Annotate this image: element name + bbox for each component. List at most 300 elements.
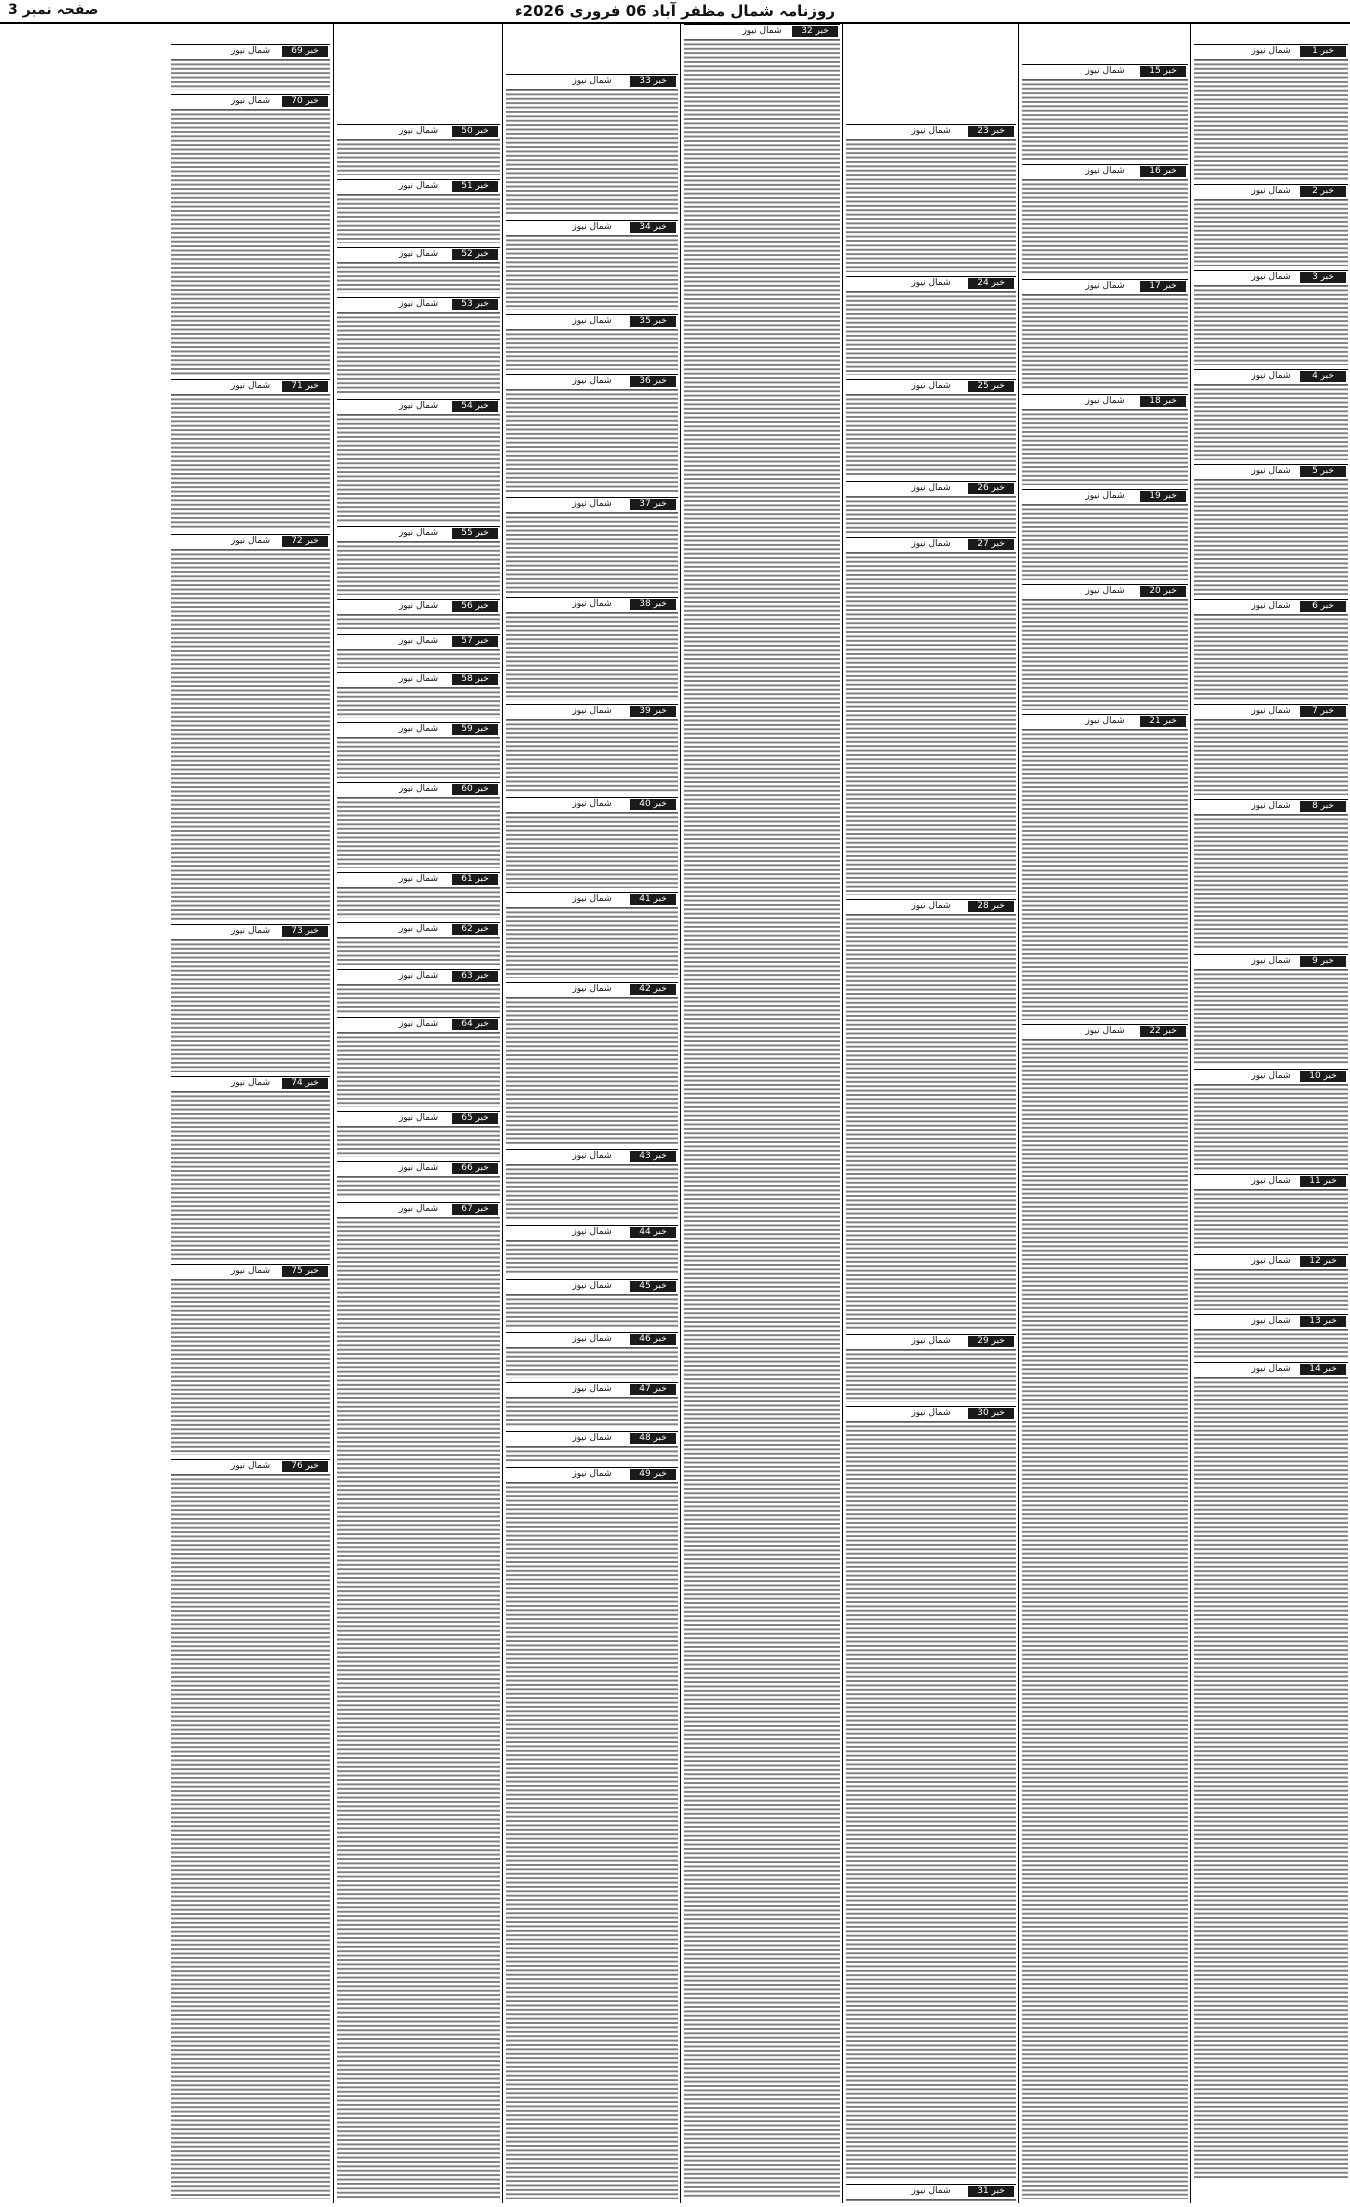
news-item [1194,44,1348,182]
news-item-header [171,924,330,940]
page-number: صفحہ نمبر 3 [8,2,99,18]
section-label: شمال نیوز [911,901,951,911]
news-item [171,1076,330,1262]
news-item [506,1467,678,2201]
news-item [846,124,1016,274]
news-item-body-text [337,887,500,918]
news-item [1194,184,1348,268]
news-item-body-text [171,1279,330,1455]
news-item-body-text [1194,1377,1348,2180]
news-item-number: خبر 39 [630,706,676,717]
section-label: شمال نیوز [1251,601,1291,611]
news-item [506,597,678,702]
news-item-header [1194,464,1348,480]
news-item-body-text [846,552,1016,895]
news-item-body-text [506,997,678,1145]
news-item-number: خبر 4 [1300,371,1346,382]
news-item-number: خبر 44 [630,1227,676,1238]
news-item-body-text [337,1032,500,1107]
news-item-header [1194,369,1348,385]
news-item-header [337,969,500,985]
section-label: شمال نیوز [1085,491,1125,501]
news-item-number: خبر 38 [630,599,676,610]
news-item-number: خبر 45 [630,1281,676,1292]
news-item [337,722,500,780]
news-column [1018,24,1191,2203]
news-item [506,74,678,218]
news-item-header [506,1431,678,1447]
news-item [846,379,1016,479]
section-label: شمال نیوز [398,924,439,934]
news-item [506,1382,678,1429]
news-item-number: خبر 60 [452,784,498,795]
news-item-number: خبر 5 [1300,466,1346,477]
news-item-body-text [337,737,500,778]
news-item-number: خبر 63 [452,971,498,982]
news-item-number: خبر 74 [282,1078,328,1089]
news-item [337,922,500,967]
news-item [1022,1024,1188,2201]
section-label: شمال نیوز [911,278,951,288]
news-item-header [337,1111,500,1127]
news-item-body-text [1194,719,1348,795]
news-item [1194,1254,1348,1312]
news-item [506,797,678,890]
news-item-number: خبر 31 [968,2186,1014,2197]
news-item [171,94,330,377]
section-label: شمال نیوز [1085,66,1125,76]
news-item-header [171,94,330,110]
section-label: شمال نیوز [230,926,271,936]
news-item-body-text [337,262,500,293]
news-item-number: خبر 13 [1300,1316,1346,1327]
news-item-number: خبر 15 [1140,66,1186,77]
news-item-number: خبر 59 [452,724,498,735]
news-item-body-text [1194,1269,1348,1310]
news-item-header [337,782,500,798]
news-item [1194,1314,1348,1360]
news-item [337,1161,500,1200]
news-item-number: خبر 26 [968,483,1014,494]
news-item [506,497,678,595]
news-column [1190,24,1350,2203]
section-label: شمال نیوز [398,784,439,794]
news-item-number: خبر 11 [1300,1176,1346,1187]
section-label: شمال نیوز [1251,1316,1291,1326]
news-item-number: خبر 49 [630,1469,676,1480]
news-item-header [1022,164,1188,180]
news-item-body-text [1194,1189,1348,1250]
news-item-body-text [506,812,678,888]
news-item-body-text [846,1421,1016,2180]
news-item-header [846,1406,1016,1422]
news-item [506,1332,678,1380]
news-item-header [1194,704,1348,720]
news-item-number: خبر 18 [1140,396,1186,407]
news-item-number: خبر 34 [630,222,676,233]
news-item [1022,489,1188,582]
news-item-body-text [1022,294,1188,390]
news-item-header [171,1459,330,1475]
newspaper-title: روزنامہ شمال مظفر آباد 06 فروری 2026ء [514,2,836,20]
news-item-body-text [846,291,1016,375]
section-label: شمال نیوز [230,1078,271,1088]
news-item-number: خبر 43 [630,1151,676,1162]
news-item [684,24,840,2201]
news-item-number: خبر 76 [282,1461,328,1472]
news-item-header [337,634,500,650]
news-item [1022,584,1188,712]
section-label: شمال نیوز [1251,371,1291,381]
section-label: شمال نیوز [1085,716,1125,726]
news-item [171,924,330,1074]
news-item-number: خبر 42 [630,984,676,995]
news-item-header [337,1202,500,1218]
news-item-header [846,124,1016,140]
news-item-body-text [846,139,1016,272]
news-item-number: خبر 20 [1140,586,1186,597]
news-item-body-text [1022,79,1188,160]
news-item-body-text [506,1397,678,1427]
news-item-header [337,672,500,688]
section-label: شمال نیوز [398,181,439,191]
news-item-header [1022,279,1188,295]
news-item [506,374,678,495]
news-item-body-text [337,797,500,868]
news-item-body-text [1022,729,1188,1020]
news-item-header [171,379,330,395]
news-item-header [846,379,1016,395]
news-item [1022,279,1188,392]
news-item [506,982,678,1147]
section-label: شمال نیوز [398,674,439,684]
news-item-body-text [506,235,678,310]
news-item-body-text [337,541,500,595]
news-item-number: خبر 12 [1300,1256,1346,1267]
news-item-body-text [171,394,330,530]
section-label: شمال نیوز [911,2186,951,2196]
news-item-header [506,597,678,613]
news-item-header [684,24,840,40]
news-item-header [506,797,678,813]
news-item-number: خبر 22 [1140,1026,1186,1037]
news-item-header [171,1264,330,1280]
section-label: شمال نیوز [398,874,439,884]
section-label: شمال نیوز [230,536,271,546]
section-label: شمال نیوز [1251,186,1291,196]
news-item-number: خبر 64 [452,1019,498,1030]
news-item-header [1022,1024,1188,1040]
section-label: شمال نیوز [1085,1026,1125,1036]
section-label: شمال نیوز [572,984,612,994]
section-label: شمال نیوز [1251,466,1291,476]
news-item [171,1264,330,1457]
news-item-body-text [1022,599,1188,710]
news-item-number: خبر 51 [452,181,498,192]
news-item-body-text [337,194,500,243]
news-item [337,399,500,524]
news-item-number: خبر 35 [630,316,676,327]
news-item-header [506,74,678,90]
news-item-body-text [1022,179,1188,275]
news-item-header [1194,1174,1348,1190]
news-item-body-text [846,914,1016,1330]
news-item-number: خبر 54 [452,401,498,412]
news-item-header [846,2184,1016,2200]
news-item-number: خبر 65 [452,1113,498,1124]
news-item-body-text [337,1217,500,2199]
section-label: شمال نیوز [572,1281,612,1291]
news-item-number: خبر 21 [1140,716,1186,727]
section-label: شمال نیوز [398,1019,439,1029]
section-label: شمال نیوز [1251,272,1291,282]
news-item-number: خبر 25 [968,381,1014,392]
news-item-number: خبر 57 [452,636,498,647]
news-item-header [1194,1069,1348,1085]
news-item-header [506,704,678,720]
news-item-number: خبر 40 [630,799,676,810]
news-item [337,247,500,295]
news-item-body-text [1194,59,1348,180]
section-label: شمال نیوز [398,1204,439,1214]
news-item-body-text [846,2199,1016,2202]
news-item-body-text [1194,614,1348,700]
news-item-number: خبر 36 [630,376,676,387]
news-item [846,1334,1016,1404]
news-item [846,2184,1016,2203]
section-label: شمال نیوز [572,706,612,716]
news-item-body-text [171,1091,330,1260]
news-item-body-text [171,59,330,90]
news-item-header [506,497,678,513]
news-item-header [506,1149,678,1165]
news-item [337,124,500,177]
news-item-number: خبر 16 [1140,166,1186,177]
news-item-body-text [506,1347,678,1378]
news-item [506,314,678,372]
news-item-body-text [506,612,678,700]
news-item-number: خبر 10 [1300,1071,1346,1082]
news-item-number: خبر 33 [630,76,676,87]
news-item-header [846,1334,1016,1350]
news-item-number: خبر 7 [1300,706,1346,717]
section-label: شمال نیوز [398,126,439,136]
section-label: شمال نیوز [230,381,271,391]
news-item-number: خبر 32 [792,26,838,37]
news-item-number: خبر 37 [630,499,676,510]
news-item-header [506,982,678,998]
news-item-header [1194,1254,1348,1270]
section-label: شمال نیوز [398,249,439,259]
news-item-body-text [1194,814,1348,950]
news-item [506,1149,678,1223]
news-item-header [846,481,1016,497]
news-column [333,24,503,2203]
news-item [1022,64,1188,162]
section-label: شمال نیوز [1251,46,1291,56]
news-item-body-text [506,329,678,370]
news-column [842,24,1019,2203]
news-item [337,672,500,720]
news-item [1194,1174,1348,1252]
section-label: شمال نیوز [1251,706,1291,716]
news-item-body-text [171,939,330,1072]
section-label: شمال نیوز [572,1433,612,1443]
news-item-body-text [337,414,500,522]
news-item [506,1431,678,1465]
news-item-header [846,276,1016,292]
section-label: شمال نیوز [911,126,951,136]
news-item-number: خبر 2 [1300,186,1346,197]
news-item [337,969,500,1015]
news-item-body-text [846,1349,1016,1402]
section-label: شمال نیوز [572,1334,612,1344]
news-item-body-text [506,907,678,978]
news-item-header [506,1467,678,1483]
news-item-header [1194,44,1348,60]
section-label: شمال نیوز [911,1336,951,1346]
section-label: شمال نیوز [572,1384,612,1394]
news-item-body-text [337,139,500,175]
news-item [337,179,500,245]
news-item-header [846,537,1016,553]
news-item-body-text [337,984,500,1013]
section-label: شمال نیوز [572,499,612,509]
section-label: شمال نیوز [230,96,271,106]
news-item [171,534,330,922]
news-item [337,599,500,632]
news-column [168,24,333,2203]
section-label: شمال نیوز [1085,281,1125,291]
news-item [1194,1069,1348,1172]
news-item [171,44,330,92]
news-item-number: خبر 58 [452,674,498,685]
news-item-body-text [506,389,678,493]
news-item-header [337,1161,500,1177]
news-item-number: خبر 46 [630,1334,676,1345]
news-item-header [506,220,678,236]
section-label: شمال نیوز [911,539,951,549]
news-item-number: خبر 29 [968,1336,1014,1347]
news-item-number: خبر 53 [452,299,498,310]
section-label: شمال نیوز [1085,166,1125,176]
news-item-body-text [506,1482,678,2199]
news-item-body-text [1194,285,1348,365]
news-item-header [337,526,500,542]
news-item-header [337,872,500,888]
news-item-header [1194,1314,1348,1330]
section-label: شمال نیوز [398,1163,439,1173]
news-item [337,1017,500,1109]
news-item-header [1194,270,1348,286]
news-item-number: خبر 72 [282,536,328,547]
news-item-header [1194,799,1348,815]
section-label: شمال نیوز [911,1408,951,1418]
section-label: شمال نیوز [572,599,612,609]
news-item-body-text [1022,1039,1188,2199]
news-item [506,1279,678,1330]
news-item-number: خبر 47 [630,1384,676,1395]
section-label: شمال نیوز [572,1469,612,1479]
news-item-header [1194,184,1348,200]
news-item-number: خبر 30 [968,1408,1014,1419]
news-item-body-text [506,512,678,593]
news-item-body-text [337,614,500,630]
news-item-body-text [506,1446,678,1463]
section-label: شمال نیوز [1251,1364,1291,1374]
news-item [846,481,1016,535]
news-item-header [1022,714,1188,730]
section-label: شمال نیوز [398,401,439,411]
news-item [337,1111,500,1159]
news-item-header [506,314,678,330]
section-label: شمال نیوز [398,1113,439,1123]
news-item-number: خبر 70 [282,96,328,107]
news-column [502,24,681,2203]
news-item-number: خبر 71 [282,381,328,392]
news-item-header [1022,394,1188,410]
section-label: شمال نیوز [398,724,439,734]
news-item-header [171,534,330,550]
news-item-body-text [1194,1329,1348,1358]
news-item-number: خبر 50 [452,126,498,137]
news-column [680,24,843,2203]
section-label: شمال نیوز [572,799,612,809]
news-item-number: خبر 48 [630,1433,676,1444]
news-item [846,276,1016,377]
news-item [1194,799,1348,952]
news-item [1194,464,1348,597]
news-item-header [337,399,500,415]
section-label: شمال نیوز [572,376,612,386]
news-item-body-text [1194,384,1348,460]
news-item [846,899,1016,1332]
news-item-body-text [684,39,840,2199]
news-item-body-text [171,549,330,920]
news-item [337,872,500,920]
masthead [0,0,1350,24]
section-label: شمال نیوز [230,46,271,56]
news-item [846,537,1016,897]
section-label: شمال نیوز [572,222,612,232]
news-item-body-text [1194,479,1348,595]
news-item [337,526,500,597]
news-item-number: خبر 52 [452,249,498,260]
news-item-header [337,124,500,140]
news-item [1194,599,1348,702]
news-item-header [1194,599,1348,615]
section-label: شمال نیوز [572,1227,612,1237]
section-label: شمال نیوز [911,483,951,493]
news-item-body-text [1194,969,1348,1065]
news-item-number: خبر 14 [1300,1364,1346,1375]
news-item-body-text [1022,409,1188,485]
section-label: شمال نیوز [572,76,612,86]
news-item-number: خبر 19 [1140,491,1186,502]
news-item-number: خبر 8 [1300,801,1346,812]
news-item-number: خبر 69 [282,46,328,57]
news-item-number: خبر 55 [452,528,498,539]
news-item-number: خبر 9 [1300,956,1346,967]
news-item-body-text [506,1240,678,1275]
news-item-header [506,1332,678,1348]
section-label: شمال نیوز [572,316,612,326]
news-item-body-text [171,109,330,375]
news-item-body-text [1194,199,1348,266]
section-label: شمال نیوز [1085,396,1125,406]
news-item [1194,369,1348,462]
section-label: شمال نیوز [1251,801,1291,811]
